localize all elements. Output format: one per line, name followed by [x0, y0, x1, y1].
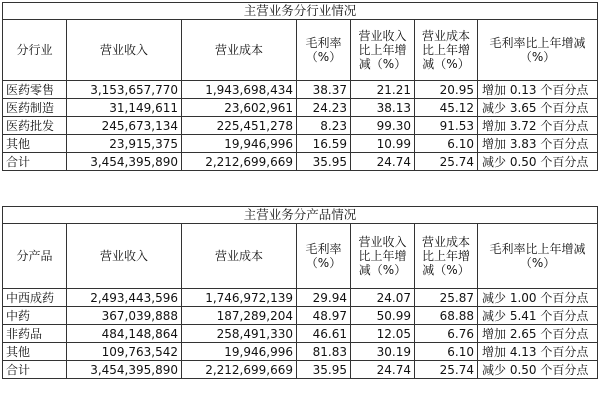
table-row [3, 361, 598, 379]
revenue-cell: 2,493,443,596 [67, 289, 182, 307]
cost-cell: 1,943,698,434 [182, 81, 297, 99]
margin-change-cell: 增加 0.13 个百分点 [478, 81, 598, 99]
revenue-cell: 109,763,542 [67, 343, 182, 361]
cost-cell: 225,451,278 [182, 117, 297, 135]
cost-cell: 19,946,996 [182, 343, 297, 361]
revenue-change-cell: 99.30 [351, 117, 415, 135]
cost-change-cell: 25.74 [415, 153, 478, 171]
table-row [3, 307, 598, 325]
column-header: 营业成本 [182, 224, 297, 289]
revenue-change-cell: 12.05 [351, 325, 415, 343]
column-header: 毛利率比上年增减（%） [478, 20, 598, 81]
cost-change-cell: 6.76 [415, 325, 478, 343]
column-header: 毛利率比上年增减（%） [478, 224, 598, 289]
cost-cell: 258,491,330 [182, 325, 297, 343]
row-name-cell: 非药品 [3, 325, 67, 343]
table-header-row [3, 224, 598, 289]
margin-change-cell: 减少 5.41 个百分点 [478, 307, 598, 325]
revenue-cell: 484,148,864 [67, 325, 182, 343]
column-header: 营业成本 [182, 20, 297, 81]
cost-change-cell: 6.10 [415, 135, 478, 153]
column-header: 营业收入比上年增减（%） [351, 224, 415, 289]
margin-cell: 38.37 [297, 81, 351, 99]
table-row [3, 289, 598, 307]
margin-change-cell: 减少 0.50 个百分点 [478, 361, 598, 379]
revenue-cell: 23,915,375 [67, 135, 182, 153]
cost-cell: 23,602,961 [182, 99, 297, 117]
margin-cell: 81.83 [297, 343, 351, 361]
cost-change-cell: 45.12 [415, 99, 478, 117]
row-name-cell: 医药批发 [3, 117, 67, 135]
revenue-change-cell: 24.74 [351, 153, 415, 171]
row-name-cell: 中药 [3, 307, 67, 325]
margin-change-cell: 减少 1.00 个百分点 [478, 289, 598, 307]
row-name-cell: 其他 [3, 343, 67, 361]
column-header: 营业收入比上年增减（%） [351, 20, 415, 81]
cost-change-cell: 68.88 [415, 307, 478, 325]
cost-cell: 1,746,972,139 [182, 289, 297, 307]
revenue-cell: 31,149,611 [67, 99, 182, 117]
revenue-cell: 3,153,657,770 [67, 81, 182, 99]
cost-cell: 19,946,996 [182, 135, 297, 153]
column-header: 营业收入 [67, 224, 182, 289]
cost-cell: 2,212,699,669 [182, 153, 297, 171]
revenue-change-cell: 50.99 [351, 307, 415, 325]
table-title: 主营业务分行业情况 [3, 3, 598, 20]
margin-cell: 48.97 [297, 307, 351, 325]
margin-cell: 35.95 [297, 153, 351, 171]
row-name-cell: 医药制造 [3, 99, 67, 117]
revenue-change-cell: 24.07 [351, 289, 415, 307]
revenue-change-cell: 30.19 [351, 343, 415, 361]
margin-change-cell: 减少 0.50 个百分点 [478, 153, 598, 171]
revenue-cell: 3,454,395,890 [67, 153, 182, 171]
margin-cell: 46.61 [297, 325, 351, 343]
column-header: 营业成本比上年增减（%） [415, 224, 478, 289]
cost-change-cell: 6.10 [415, 343, 478, 361]
margin-change-cell: 减少 3.65 个百分点 [478, 99, 598, 117]
table-row [3, 99, 598, 117]
table-header-row [3, 20, 598, 81]
margin-change-cell: 增加 4.13 个百分点 [478, 343, 598, 361]
margin-change-cell: 增加 3.83 个百分点 [478, 135, 598, 153]
margin-cell: 8.23 [297, 117, 351, 135]
cost-change-cell: 25.74 [415, 361, 478, 379]
cost-cell: 2,212,699,669 [182, 361, 297, 379]
margin-change-cell: 增加 2.65 个百分点 [478, 325, 598, 343]
revenue-cell: 3,454,395,890 [67, 361, 182, 379]
revenue-change-cell: 21.21 [351, 81, 415, 99]
table-row [3, 135, 598, 153]
table-row [3, 325, 598, 343]
revenue-cell: 245,673,134 [67, 117, 182, 135]
row-name-cell: 中西成药 [3, 289, 67, 307]
table-row [3, 343, 598, 361]
margin-cell: 29.94 [297, 289, 351, 307]
revenue-change-cell: 38.13 [351, 99, 415, 117]
column-header: 分行业 [3, 20, 67, 81]
column-header: 分产品 [3, 224, 67, 289]
margin-change-cell: 增加 3.72 个百分点 [478, 117, 598, 135]
cost-change-cell: 25.87 [415, 289, 478, 307]
column-header: 营业收入 [67, 20, 182, 81]
revenue-change-cell: 10.99 [351, 135, 415, 153]
revenue-change-cell: 24.74 [351, 361, 415, 379]
column-header: 毛利率（%） [297, 224, 351, 289]
table-title: 主营业务分产品情况 [3, 207, 598, 224]
column-header: 营业成本比上年增减（%） [415, 20, 478, 81]
row-name-cell: 合计 [3, 361, 67, 379]
row-name-cell: 医药零售 [3, 81, 67, 99]
margin-cell: 24.23 [297, 99, 351, 117]
table-row [3, 153, 598, 171]
column-header: 毛利率（%） [297, 20, 351, 81]
revenue-cell: 367,039,888 [67, 307, 182, 325]
table-row [3, 117, 598, 135]
table-row [3, 81, 598, 99]
cost-change-cell: 20.95 [415, 81, 478, 99]
margin-cell: 35.95 [297, 361, 351, 379]
margin-cell: 16.59 [297, 135, 351, 153]
product-table [2, 206, 598, 379]
industry-table [2, 2, 598, 171]
cost-cell: 187,289,204 [182, 307, 297, 325]
cost-change-cell: 91.53 [415, 117, 478, 135]
row-name-cell: 合计 [3, 153, 67, 171]
row-name-cell: 其他 [3, 135, 67, 153]
